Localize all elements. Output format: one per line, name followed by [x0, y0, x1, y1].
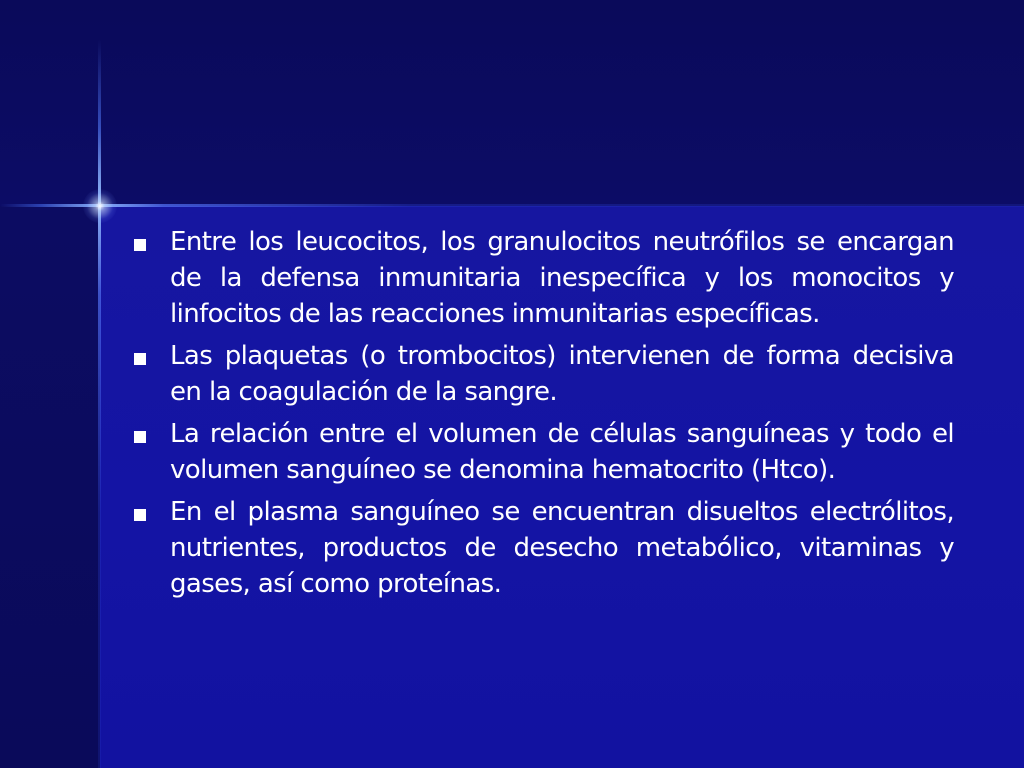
square-bullet-icon — [134, 509, 146, 521]
bullet-item — [130, 416, 954, 488]
bullet-text: Las plaquetas (o trombocitos) intervienen de forma decisiva en la coagulación de la sangre. — [170, 341, 954, 407]
horizontal-divider-line — [0, 204, 1024, 207]
square-bullet-icon — [134, 431, 146, 443]
square-bullet-icon — [134, 353, 146, 365]
bullet-list — [130, 224, 954, 608]
bullet-text: En el plasma sanguíneo se encuentran disueltos electrólitos, nutrientes, productos de desecho metabólico, vitaminas y gases, así como proteínas. — [170, 497, 954, 599]
bullet-item — [130, 494, 954, 602]
bullet-item — [130, 338, 954, 410]
bullet-text: La relación entre el volumen de células sanguíneas y todo el volumen sanguíneo se denomina hematocrito (Htco). — [170, 419, 954, 485]
square-bullet-icon — [134, 239, 146, 251]
sparkle-icon — [83, 189, 117, 223]
bullet-text: Entre los leucocitos, los granulocitos neutrófilos se encargan de la defensa inmunitaria inespecífica y los monocitos y linfocitos de las reacciones inmunitarias específicas. — [170, 227, 954, 329]
title-area-background — [0, 0, 1024, 206]
bullet-item — [130, 224, 954, 332]
left-margin-background — [0, 206, 100, 768]
vertical-divider-line — [98, 40, 101, 768]
